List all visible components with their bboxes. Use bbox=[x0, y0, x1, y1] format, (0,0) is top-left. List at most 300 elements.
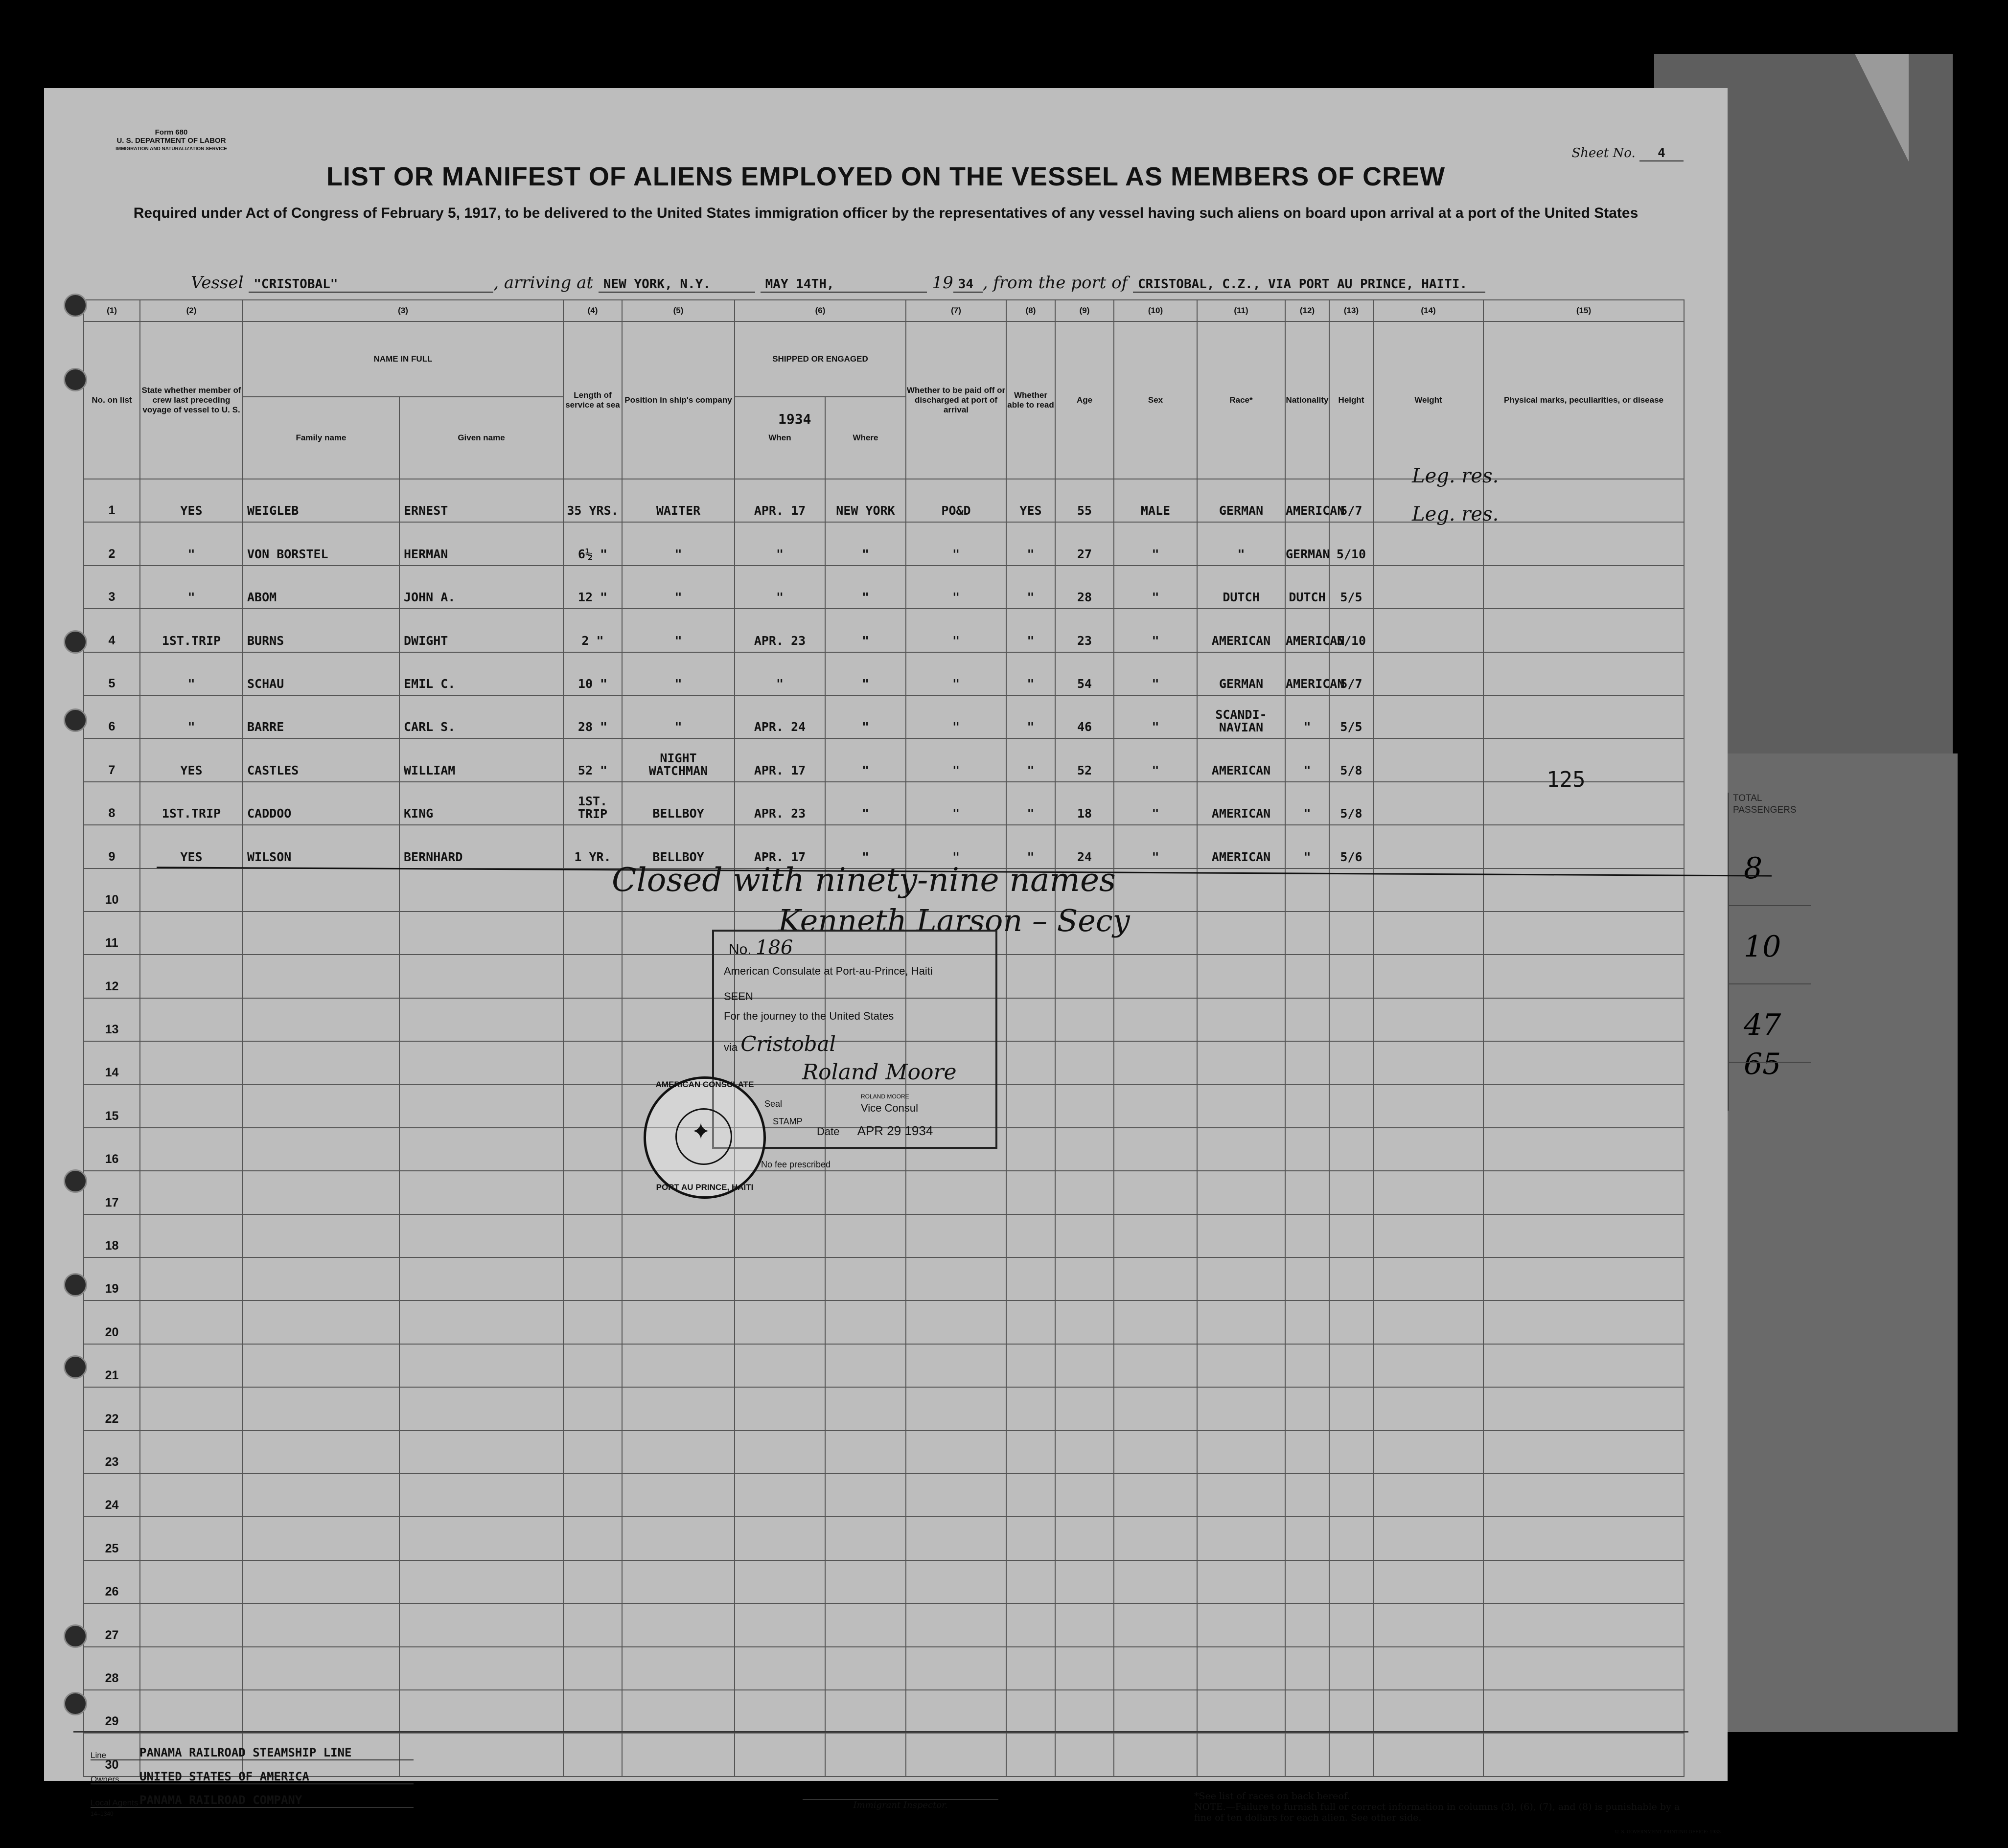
cell-sex: " bbox=[1114, 609, 1197, 652]
cell-nationality: " bbox=[1285, 825, 1329, 868]
cell-weight bbox=[1373, 609, 1483, 652]
cell-empty bbox=[1373, 1517, 1483, 1560]
cell-empty bbox=[563, 1431, 622, 1474]
side-sheet-number: 8 bbox=[1744, 851, 1763, 886]
cell-empty bbox=[1329, 1733, 1373, 1776]
cell-empty bbox=[399, 998, 563, 1041]
cell-empty bbox=[563, 1257, 622, 1300]
cell-empty bbox=[1483, 1257, 1684, 1300]
cell-empty bbox=[1114, 1214, 1197, 1257]
cell-empty bbox=[825, 1733, 906, 1776]
cell-empty bbox=[399, 1387, 563, 1430]
cell-empty bbox=[1006, 1690, 1055, 1733]
cell-empty bbox=[399, 1171, 563, 1214]
cell-empty bbox=[1285, 1647, 1329, 1690]
cell-length-of-service bbox=[563, 782, 622, 825]
cell-empty bbox=[1285, 912, 1329, 955]
cell-paid-off: " bbox=[906, 652, 1006, 695]
cell-paid-off: PO&D bbox=[906, 479, 1006, 522]
cell-empty bbox=[622, 1214, 735, 1257]
cell-empty bbox=[825, 1603, 906, 1646]
cell-empty bbox=[1329, 1560, 1373, 1603]
cell-empty bbox=[825, 1690, 906, 1733]
cell-empty bbox=[243, 998, 399, 1041]
cell-empty bbox=[563, 1560, 622, 1603]
consulate-seal bbox=[644, 1076, 766, 1199]
cell-empty bbox=[1373, 1474, 1483, 1517]
header-position: Position in ship's company bbox=[622, 321, 735, 479]
cell-empty bbox=[140, 1647, 243, 1690]
cell-empty bbox=[243, 1128, 399, 1171]
cell-shipped-when: APR. 23 bbox=[735, 782, 825, 825]
cell-empty bbox=[825, 1517, 906, 1560]
cell-empty bbox=[1006, 1517, 1055, 1560]
cell-weight bbox=[1373, 522, 1483, 565]
cell-line: NAVIAN bbox=[1219, 720, 1264, 735]
cell-race: DUTCH bbox=[1197, 566, 1285, 609]
cell-sex: " bbox=[1114, 695, 1197, 738]
remarks-number: 125 bbox=[1546, 767, 1586, 792]
cell-empty bbox=[1006, 955, 1055, 998]
cell-empty bbox=[906, 1344, 1006, 1387]
cell-sex: " bbox=[1114, 652, 1197, 695]
cell-line: SCANDI- bbox=[1215, 707, 1267, 722]
cell-empty bbox=[1197, 1603, 1285, 1646]
cell-weight bbox=[1373, 782, 1483, 825]
cell-given-name: ERNEST bbox=[399, 479, 563, 522]
cell-empty bbox=[906, 1300, 1006, 1344]
cell-empty bbox=[906, 1431, 1006, 1474]
cell-empty bbox=[1114, 1300, 1197, 1344]
cell-race bbox=[1197, 695, 1285, 738]
cell-empty bbox=[735, 1431, 825, 1474]
cell-line: 1ST. bbox=[577, 794, 608, 809]
form-number: Form 680 bbox=[155, 128, 188, 137]
cell-empty bbox=[1006, 1647, 1055, 1690]
cell-empty bbox=[399, 1474, 563, 1517]
header-able-to-read: Whether able to read bbox=[1006, 321, 1055, 479]
cell-shipped-where: " bbox=[825, 695, 906, 738]
cell-empty bbox=[140, 955, 243, 998]
cell-empty bbox=[825, 1257, 906, 1300]
cell-empty bbox=[1197, 1171, 1285, 1214]
cell-sex: " bbox=[1114, 522, 1197, 565]
cell-row-number: 12 bbox=[84, 955, 140, 998]
cell-shipped-when: APR. 17 bbox=[735, 479, 825, 522]
vessel-name: "CRISTOBAL" bbox=[249, 277, 493, 293]
table-row bbox=[84, 1431, 1684, 1474]
column-number: (14) bbox=[1373, 300, 1483, 321]
table-row bbox=[84, 1690, 1684, 1733]
cell-empty bbox=[1114, 1517, 1197, 1560]
cell-previous-voyage: YES bbox=[140, 825, 243, 868]
cell-race: AMERICAN bbox=[1197, 738, 1285, 781]
cell-empty bbox=[1006, 1560, 1055, 1603]
cell-empty bbox=[243, 1344, 399, 1387]
cell-empty bbox=[622, 1431, 735, 1474]
cell-empty bbox=[1114, 1257, 1197, 1300]
stamp-title: Vice Consul bbox=[861, 1102, 918, 1114]
cell-shipped-where: " bbox=[825, 782, 906, 825]
cell-empty bbox=[1006, 1431, 1055, 1474]
cell-empty bbox=[1483, 1560, 1684, 1603]
cell-empty bbox=[399, 1300, 563, 1344]
cell-empty bbox=[906, 1560, 1006, 1603]
cell-empty bbox=[140, 1474, 243, 1517]
cell-empty bbox=[735, 1344, 825, 1387]
cell-sex: " bbox=[1114, 738, 1197, 781]
year-suffix: 34 bbox=[953, 277, 983, 293]
footer-agents-label: Local Agents bbox=[91, 1798, 138, 1807]
cell-length-of-service: 6½ " bbox=[563, 522, 622, 565]
cell-age: 27 bbox=[1055, 522, 1114, 565]
cell-empty bbox=[735, 1603, 825, 1646]
cell-empty bbox=[1285, 1603, 1329, 1646]
cell-empty bbox=[1373, 1300, 1483, 1344]
column-number: (12) bbox=[1285, 300, 1329, 321]
cell-paid-off: " bbox=[906, 522, 1006, 565]
cell-empty bbox=[1285, 1344, 1329, 1387]
cell-empty bbox=[1114, 1560, 1197, 1603]
cell-empty bbox=[140, 1517, 243, 1560]
cell-physical-marks bbox=[1483, 652, 1684, 695]
column-number: (4) bbox=[563, 300, 622, 321]
cell-empty bbox=[735, 1474, 825, 1517]
cell-empty bbox=[1114, 1690, 1197, 1733]
column-number: (13) bbox=[1329, 300, 1373, 321]
cell-empty bbox=[1373, 1647, 1483, 1690]
cell-empty bbox=[1197, 1084, 1285, 1127]
cell-empty bbox=[243, 1690, 399, 1733]
cell-empty bbox=[1329, 1084, 1373, 1127]
cell-age: 46 bbox=[1055, 695, 1114, 738]
punch-hole bbox=[64, 1624, 87, 1648]
cell-empty bbox=[1197, 1690, 1285, 1733]
footer-owners-value: UNITED STATES OF AMERICA bbox=[91, 1770, 414, 1784]
cell-family-name: WEIGLEB bbox=[243, 479, 399, 522]
column-number: (2) bbox=[140, 300, 243, 321]
header-race: Race* bbox=[1197, 321, 1285, 479]
side-sheet-passenger-totals bbox=[1728, 793, 1812, 1111]
year-mark: 1934 bbox=[778, 411, 811, 427]
cell-empty bbox=[140, 1084, 243, 1127]
cell-able-to-read: " bbox=[1006, 609, 1055, 652]
cell-empty bbox=[1373, 1084, 1483, 1127]
cell-empty bbox=[1329, 1647, 1373, 1690]
cell-shipped-where: " bbox=[825, 609, 906, 652]
cell-nationality: AMERICAN bbox=[1285, 479, 1329, 522]
cell-row-number: 30 bbox=[84, 1733, 140, 1776]
footer-rule bbox=[73, 1731, 1688, 1733]
cell-empty bbox=[1285, 1560, 1329, 1603]
cell-row-number: 27 bbox=[84, 1603, 140, 1646]
cell-previous-voyage: " bbox=[140, 652, 243, 695]
cell-row-number: 2 bbox=[84, 522, 140, 565]
sheet-number-value: 4 bbox=[1639, 146, 1684, 161]
cell-empty bbox=[1197, 1474, 1285, 1517]
cell-position: WAITER bbox=[622, 479, 735, 522]
cell-empty bbox=[1373, 1690, 1483, 1733]
cell-empty bbox=[243, 1171, 399, 1214]
cell-physical-marks bbox=[1483, 695, 1684, 738]
cell-paid-off: " bbox=[906, 738, 1006, 781]
cell-position: " bbox=[622, 695, 735, 738]
penalty-note: NOTE.—Failure to furnish full or correct information in columns (3), (6), (7), and (8) is punishable by a fine of ten dollars for each alien. See other side. bbox=[1194, 1802, 1680, 1823]
cell-empty bbox=[1114, 1084, 1197, 1127]
cell-empty bbox=[140, 1041, 243, 1084]
cell-empty bbox=[399, 1214, 563, 1257]
header-previous-voyage: State whether member of crew last preceding voyage of vessel to U. S. bbox=[140, 321, 243, 479]
cell-empty bbox=[1329, 1344, 1373, 1387]
cell-empty bbox=[1055, 998, 1114, 1041]
table-row bbox=[84, 1257, 1684, 1300]
cell-row-number: 3 bbox=[84, 566, 140, 609]
footer-owners-label: Owners bbox=[91, 1775, 119, 1784]
cell-empty bbox=[1197, 1733, 1285, 1776]
table-row bbox=[84, 782, 1684, 825]
cell-empty bbox=[1055, 1041, 1114, 1084]
cell-race: AMERICAN bbox=[1197, 609, 1285, 652]
cell-empty bbox=[399, 1257, 563, 1300]
cell-shipped-when: " bbox=[735, 522, 825, 565]
cell-empty bbox=[1483, 1300, 1684, 1344]
cell-previous-voyage: " bbox=[140, 522, 243, 565]
cell-empty bbox=[1483, 1128, 1684, 1171]
cell-empty bbox=[140, 912, 243, 955]
cell-empty bbox=[1373, 1257, 1483, 1300]
cell-previous-voyage: 1ST.TRIP bbox=[140, 782, 243, 825]
cell-empty bbox=[1114, 1128, 1197, 1171]
cell-empty bbox=[1006, 1084, 1055, 1127]
cell-given-name: KING bbox=[399, 782, 563, 825]
cell-empty bbox=[735, 1257, 825, 1300]
seal-bottom-text: PORT AU PRINCE, HAITI bbox=[656, 1183, 754, 1192]
cell-empty bbox=[243, 955, 399, 998]
cell-empty bbox=[1483, 955, 1684, 998]
cell-physical-marks bbox=[1483, 825, 1684, 868]
arrival-port: NEW YORK, N.Y. bbox=[599, 277, 755, 293]
vessel-label: Vessel bbox=[191, 273, 244, 293]
cell-shipped-when: " bbox=[735, 566, 825, 609]
cell-empty bbox=[563, 1647, 622, 1690]
cell-empty bbox=[1285, 1128, 1329, 1171]
cell-empty bbox=[1285, 1300, 1329, 1344]
footer-owners-field bbox=[91, 1770, 414, 1784]
cell-empty bbox=[1373, 1560, 1483, 1603]
cell-empty bbox=[1055, 955, 1114, 998]
sheet-number-label: Sheet No. bbox=[1571, 146, 1636, 160]
cell-empty bbox=[1006, 1300, 1055, 1344]
cell-race: GERMAN bbox=[1197, 479, 1285, 522]
cell-position: " bbox=[622, 566, 735, 609]
cell-given-name: JOHN A. bbox=[399, 566, 563, 609]
cell-empty bbox=[140, 1560, 243, 1603]
column-number: (5) bbox=[622, 300, 735, 321]
cell-empty bbox=[906, 1474, 1006, 1517]
side-sheet-rule bbox=[1728, 1062, 1811, 1063]
cell-empty bbox=[735, 1300, 825, 1344]
cell-height: 5/5 bbox=[1329, 695, 1373, 738]
cell-empty bbox=[1197, 1128, 1285, 1171]
cell-position: BELLBOY bbox=[622, 825, 735, 868]
cell-weight bbox=[1373, 825, 1483, 868]
cell-sex: " bbox=[1114, 566, 1197, 609]
column-number: (1) bbox=[84, 300, 140, 321]
race-note: *See list of races on back hereof. bbox=[1194, 1791, 1350, 1802]
cell-empty bbox=[1329, 1387, 1373, 1430]
cell-empty bbox=[825, 1300, 906, 1344]
cell-empty bbox=[399, 912, 563, 955]
cell-sex: MALE bbox=[1114, 479, 1197, 522]
footer-form-code: 14–1340 bbox=[91, 1810, 114, 1817]
stamp-stamp-label: STAMP bbox=[773, 1117, 803, 1126]
cell-empty bbox=[1329, 1517, 1373, 1560]
cell-empty bbox=[1197, 955, 1285, 998]
cell-empty bbox=[1114, 1041, 1197, 1084]
cell-row-number: 14 bbox=[84, 1041, 140, 1084]
cell-empty bbox=[1114, 1344, 1197, 1387]
cell-empty bbox=[622, 1387, 735, 1430]
cell-empty bbox=[1055, 1647, 1114, 1690]
form-identifier bbox=[103, 128, 240, 153]
punch-hole bbox=[64, 1355, 87, 1379]
cell-previous-voyage: " bbox=[140, 566, 243, 609]
cell-given-name: BERNHARD bbox=[399, 825, 563, 868]
cell-shipped-where: " bbox=[825, 522, 906, 565]
side-sheet-number: 10 bbox=[1744, 930, 1781, 964]
cell-empty bbox=[906, 1387, 1006, 1430]
cell-empty bbox=[140, 868, 243, 912]
punch-hole bbox=[64, 1692, 87, 1715]
cell-family-name: CADDOO bbox=[243, 782, 399, 825]
table-row bbox=[84, 1560, 1684, 1603]
cell-empty bbox=[399, 1603, 563, 1646]
fee-note: No fee prescribed bbox=[761, 1160, 831, 1169]
stamp-date-label: Date bbox=[817, 1125, 840, 1138]
cell-paid-off: " bbox=[906, 782, 1006, 825]
cell-previous-voyage: " bbox=[140, 695, 243, 738]
cell-row-number: 25 bbox=[84, 1517, 140, 1560]
cell-empty bbox=[1373, 1214, 1483, 1257]
cell-able-to-read: YES bbox=[1006, 479, 1055, 522]
cell-length-of-service: 52 " bbox=[563, 738, 622, 781]
header-physical-marks: Physical marks, peculiarities, or disease bbox=[1483, 321, 1684, 479]
cell-empty bbox=[399, 955, 563, 998]
cell-empty bbox=[1329, 1603, 1373, 1646]
side-sheet-number: 47 bbox=[1744, 1008, 1781, 1042]
cell-row-number: 21 bbox=[84, 1344, 140, 1387]
cell-position: " bbox=[622, 652, 735, 695]
cell-empty bbox=[1197, 1300, 1285, 1344]
cell-empty bbox=[1006, 1603, 1055, 1646]
year-prefix: 19 bbox=[932, 273, 953, 293]
cell-empty bbox=[1055, 1603, 1114, 1646]
cell-nationality: AMERICAN bbox=[1285, 652, 1329, 695]
cell-empty bbox=[140, 1344, 243, 1387]
cell-empty bbox=[399, 1431, 563, 1474]
header-name-in-full: NAME IN FULL bbox=[243, 321, 563, 397]
cell-sex: " bbox=[1114, 825, 1197, 868]
cell-empty bbox=[1285, 1171, 1329, 1214]
cell-empty bbox=[243, 1300, 399, 1344]
cell-empty bbox=[399, 1128, 563, 1171]
table-row bbox=[84, 1171, 1684, 1214]
cell-empty bbox=[906, 1690, 1006, 1733]
eagle-emblem-icon: ✦ bbox=[691, 1118, 711, 1145]
cell-physical-marks bbox=[1483, 522, 1684, 565]
cell-empty bbox=[1006, 1474, 1055, 1517]
cell-nationality: " bbox=[1285, 738, 1329, 781]
cell-empty bbox=[1006, 1041, 1055, 1084]
cell-shipped-where: " bbox=[825, 738, 906, 781]
column-number: (11) bbox=[1197, 300, 1285, 321]
table-row bbox=[84, 1517, 1684, 1560]
cell-empty bbox=[1055, 1733, 1114, 1776]
table-row bbox=[84, 1603, 1684, 1646]
cell-previous-voyage: YES bbox=[140, 479, 243, 522]
stamp-date bbox=[817, 1123, 933, 1139]
punch-hole bbox=[64, 630, 87, 654]
cell-position bbox=[622, 738, 735, 781]
cell-weight bbox=[1373, 695, 1483, 738]
cell-empty bbox=[1329, 955, 1373, 998]
cell-empty bbox=[1483, 1344, 1684, 1387]
vessel-line bbox=[191, 273, 1485, 293]
stamp-seal-label: Seal bbox=[764, 1099, 783, 1109]
page-subtitle: Required under Act of Congress of February 5, 1917, to be delivered to the United States immigration officer by the representatives of any vessel having such aliens on board upon arrival at a port of the United States bbox=[133, 205, 1639, 221]
side-sheet-number: 65 bbox=[1744, 1047, 1781, 1081]
handwritten-leg-res: Leg. res. bbox=[1412, 465, 1499, 487]
cell-empty bbox=[563, 1517, 622, 1560]
cell-row-number: 8 bbox=[84, 782, 140, 825]
cell-empty bbox=[825, 1214, 906, 1257]
cell-empty bbox=[399, 1517, 563, 1560]
cell-empty bbox=[1197, 1257, 1285, 1300]
stamp-journey: For the journey to the United States bbox=[724, 1010, 894, 1022]
footer-agents-value: PANAMA RAILROAD COMPANY bbox=[91, 1793, 414, 1808]
cell-empty bbox=[1483, 1603, 1684, 1646]
cell-height: 5/7 bbox=[1329, 479, 1373, 522]
cell-empty bbox=[243, 1603, 399, 1646]
cell-empty bbox=[1329, 1474, 1373, 1517]
stamp-date-value: APR 29 1934 bbox=[857, 1123, 933, 1138]
side-sheet-header: TOTAL PASSENGERS bbox=[1733, 793, 1797, 815]
cell-empty bbox=[563, 1387, 622, 1430]
header-family-name: Family name bbox=[243, 397, 399, 479]
column-number-row bbox=[84, 300, 1684, 321]
cell-race: GERMAN bbox=[1197, 652, 1285, 695]
cell-empty bbox=[1285, 1474, 1329, 1517]
cell-empty bbox=[1197, 912, 1285, 955]
manifest-sheet bbox=[44, 88, 1728, 1835]
stamp-number-value: 186 bbox=[756, 936, 793, 959]
table-row bbox=[84, 1387, 1684, 1430]
cell-empty bbox=[1373, 1603, 1483, 1646]
cell-empty bbox=[1055, 1517, 1114, 1560]
cell-row-number: 1 bbox=[84, 479, 140, 522]
cell-empty bbox=[1329, 1300, 1373, 1344]
stamp-consulate: American Consulate at Port-au-Prince, Haiti bbox=[724, 965, 933, 977]
cell-row-number: 18 bbox=[84, 1214, 140, 1257]
cell-empty bbox=[243, 1041, 399, 1084]
cell-race: AMERICAN bbox=[1197, 825, 1285, 868]
cell-empty bbox=[735, 1733, 825, 1776]
cell-row-number: 11 bbox=[84, 912, 140, 955]
cell-empty bbox=[1373, 998, 1483, 1041]
cell-empty bbox=[1285, 1690, 1329, 1733]
cell-empty bbox=[563, 1690, 622, 1733]
cell-length-of-service: 12 " bbox=[563, 566, 622, 609]
